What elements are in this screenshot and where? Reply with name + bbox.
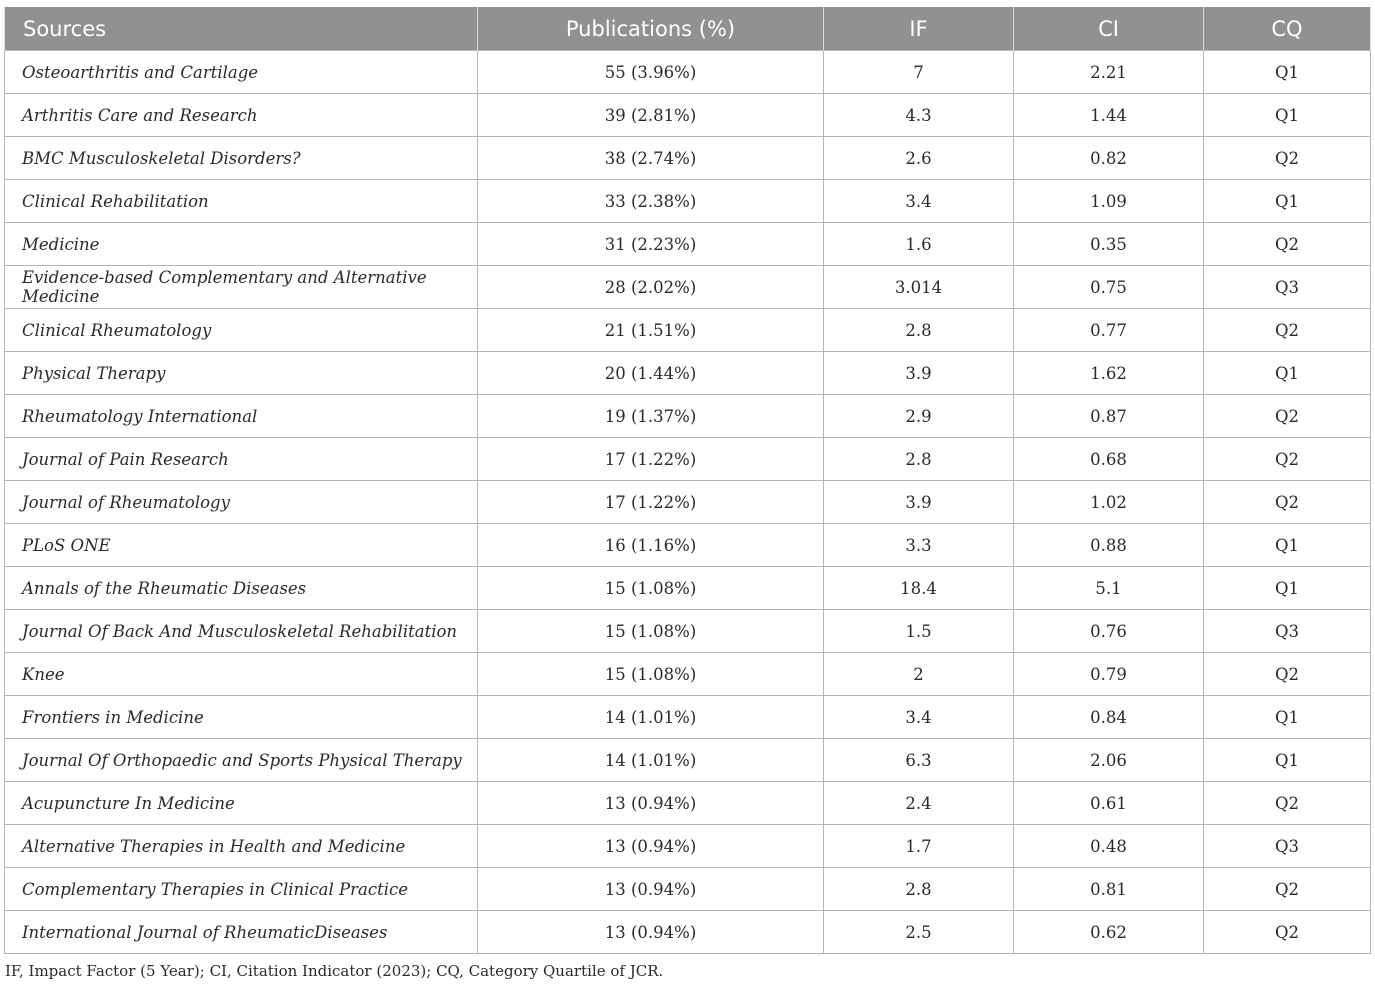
table-row <box>5 137 1371 180</box>
source-cell: Acupuncture In Medicine <box>5 782 478 825</box>
source-cell: Alternative Therapies in Health and Medicine <box>5 825 478 868</box>
source-cell: Annals of the Rheumatic Diseases <box>5 567 478 610</box>
table-row <box>5 567 1371 610</box>
table-row <box>5 180 1371 223</box>
table-row <box>5 266 1371 309</box>
publications-cell: 17 (1.22%) <box>478 481 824 524</box>
publications-cell: 13 (0.94%) <box>478 825 824 868</box>
ci-cell: 0.87 <box>1014 395 1204 438</box>
source-cell: PLoS ONE <box>5 524 478 567</box>
ci-cell: 2.21 <box>1014 51 1204 94</box>
ci-cell: 0.62 <box>1014 911 1204 954</box>
source-cell: Journal Of Back And Musculoskeletal Rehabilitation <box>5 610 478 653</box>
table-body <box>5 51 1371 954</box>
if-cell: 1.6 <box>824 223 1014 266</box>
ci-cell: 1.09 <box>1014 180 1204 223</box>
cq-cell: Q2 <box>1204 395 1371 438</box>
source-cell: Arthritis Care and Research <box>5 94 478 137</box>
cq-cell: Q1 <box>1204 51 1371 94</box>
if-cell: 3.4 <box>824 180 1014 223</box>
source-cell: Evidence-based Complementary and Alternative Medicine <box>5 266 478 309</box>
ci-cell: 0.88 <box>1014 524 1204 567</box>
table-row <box>5 438 1371 481</box>
cq-cell: Q3 <box>1204 266 1371 309</box>
ci-cell: 0.75 <box>1014 266 1204 309</box>
table-row <box>5 481 1371 524</box>
publications-cell: 28 (2.02%) <box>478 266 824 309</box>
cq-cell: Q3 <box>1204 610 1371 653</box>
cq-cell: Q2 <box>1204 481 1371 524</box>
cq-cell: Q1 <box>1204 567 1371 610</box>
ci-cell: 1.62 <box>1014 352 1204 395</box>
publications-cell: 39 (2.81%) <box>478 94 824 137</box>
cq-cell: Q1 <box>1204 180 1371 223</box>
ci-cell: 0.82 <box>1014 137 1204 180</box>
if-cell: 3.4 <box>824 696 1014 739</box>
ci-cell: 0.77 <box>1014 309 1204 352</box>
cq-cell: Q1 <box>1204 94 1371 137</box>
source-cell: Medicine <box>5 223 478 266</box>
if-cell: 2.6 <box>824 137 1014 180</box>
source-cell: Complementary Therapies in Clinical Practice <box>5 868 478 911</box>
ci-cell: 5.1 <box>1014 567 1204 610</box>
ci-cell: 0.48 <box>1014 825 1204 868</box>
if-cell: 2 <box>824 653 1014 696</box>
ci-cell: 2.06 <box>1014 739 1204 782</box>
journal-sources-table-container <box>4 7 1370 954</box>
if-cell: 2.5 <box>824 911 1014 954</box>
publications-cell: 15 (1.08%) <box>478 567 824 610</box>
cq-cell: Q2 <box>1204 782 1371 825</box>
publications-cell: 13 (0.94%) <box>478 782 824 825</box>
publications-cell: 13 (0.94%) <box>478 911 824 954</box>
publications-cell: 55 (3.96%) <box>478 51 824 94</box>
publications-cell: 15 (1.08%) <box>478 610 824 653</box>
table-row <box>5 825 1371 868</box>
journal-sources-table <box>4 7 1371 954</box>
table-row <box>5 395 1371 438</box>
publications-cell: 15 (1.08%) <box>478 653 824 696</box>
if-cell: 6.3 <box>824 739 1014 782</box>
publications-cell: 14 (1.01%) <box>478 696 824 739</box>
table-header-row <box>5 7 1371 51</box>
cq-cell: Q2 <box>1204 309 1371 352</box>
table-row <box>5 739 1371 782</box>
table-row <box>5 51 1371 94</box>
table-row <box>5 868 1371 911</box>
publications-cell: 13 (0.94%) <box>478 868 824 911</box>
column-header-if: IF <box>824 7 1014 51</box>
if-cell: 3.014 <box>824 266 1014 309</box>
column-header-cq: CQ <box>1204 7 1371 51</box>
table-row <box>5 696 1371 739</box>
cq-cell: Q2 <box>1204 223 1371 266</box>
table-row <box>5 223 1371 266</box>
publications-cell: 21 (1.51%) <box>478 309 824 352</box>
cq-cell: Q1 <box>1204 524 1371 567</box>
source-cell: Rheumatology International <box>5 395 478 438</box>
ci-cell: 0.61 <box>1014 782 1204 825</box>
if-cell: 2.9 <box>824 395 1014 438</box>
if-cell: 1.7 <box>824 825 1014 868</box>
publications-cell: 19 (1.37%) <box>478 395 824 438</box>
if-cell: 3.9 <box>824 352 1014 395</box>
publications-cell: 17 (1.22%) <box>478 438 824 481</box>
ci-cell: 1.02 <box>1014 481 1204 524</box>
cq-cell: Q1 <box>1204 696 1371 739</box>
if-cell: 1.5 <box>824 610 1014 653</box>
ci-cell: 0.81 <box>1014 868 1204 911</box>
cq-cell: Q3 <box>1204 825 1371 868</box>
column-header-publications: Publications (%) <box>478 7 824 51</box>
publications-cell: 38 (2.74%) <box>478 137 824 180</box>
table-row <box>5 610 1371 653</box>
if-cell: 2.8 <box>824 309 1014 352</box>
table-row <box>5 309 1371 352</box>
table-row <box>5 524 1371 567</box>
table-row <box>5 782 1371 825</box>
source-cell: Journal of Rheumatology <box>5 481 478 524</box>
cq-cell: Q2 <box>1204 911 1371 954</box>
if-cell: 2.8 <box>824 438 1014 481</box>
publications-cell: 33 (2.38%) <box>478 180 824 223</box>
cq-cell: Q2 <box>1204 137 1371 180</box>
cq-cell: Q1 <box>1204 352 1371 395</box>
ci-cell: 0.84 <box>1014 696 1204 739</box>
if-cell: 18.4 <box>824 567 1014 610</box>
source-cell: BMC Musculoskeletal Disorders? <box>5 137 478 180</box>
source-cell: Physical Therapy <box>5 352 478 395</box>
cq-cell: Q1 <box>1204 739 1371 782</box>
ci-cell: 0.79 <box>1014 653 1204 696</box>
publications-cell: 20 (1.44%) <box>478 352 824 395</box>
source-cell: Clinical Rehabilitation <box>5 180 478 223</box>
ci-cell: 0.68 <box>1014 438 1204 481</box>
source-cell: Journal Of Orthopaedic and Sports Physical Therapy <box>5 739 478 782</box>
publications-cell: 14 (1.01%) <box>478 739 824 782</box>
table-row <box>5 94 1371 137</box>
publications-cell: 31 (2.23%) <box>478 223 824 266</box>
table-footnote: IF, Impact Factor (5 Year); CI, Citation Indicator (2023); CQ, Category Quartile of JCR. <box>5 962 664 980</box>
source-cell: International Journal of RheumaticDiseases <box>5 911 478 954</box>
ci-cell: 0.35 <box>1014 223 1204 266</box>
publications-cell: 16 (1.16%) <box>478 524 824 567</box>
ci-cell: 0.76 <box>1014 610 1204 653</box>
column-header-sources: Sources <box>5 7 478 51</box>
if-cell: 4.3 <box>824 94 1014 137</box>
if-cell: 7 <box>824 51 1014 94</box>
table-row <box>5 352 1371 395</box>
if-cell: 2.4 <box>824 782 1014 825</box>
table-row <box>5 653 1371 696</box>
source-cell: Osteoarthritis and Cartilage <box>5 51 478 94</box>
source-cell: Knee <box>5 653 478 696</box>
cq-cell: Q2 <box>1204 438 1371 481</box>
if-cell: 2.8 <box>824 868 1014 911</box>
cq-cell: Q2 <box>1204 653 1371 696</box>
source-cell: Journal of Pain Research <box>5 438 478 481</box>
if-cell: 3.3 <box>824 524 1014 567</box>
if-cell: 3.9 <box>824 481 1014 524</box>
ci-cell: 1.44 <box>1014 94 1204 137</box>
column-header-ci: CI <box>1014 7 1204 51</box>
source-cell: Clinical Rheumatology <box>5 309 478 352</box>
table-row <box>5 911 1371 954</box>
cq-cell: Q2 <box>1204 868 1371 911</box>
source-cell: Frontiers in Medicine <box>5 696 478 739</box>
